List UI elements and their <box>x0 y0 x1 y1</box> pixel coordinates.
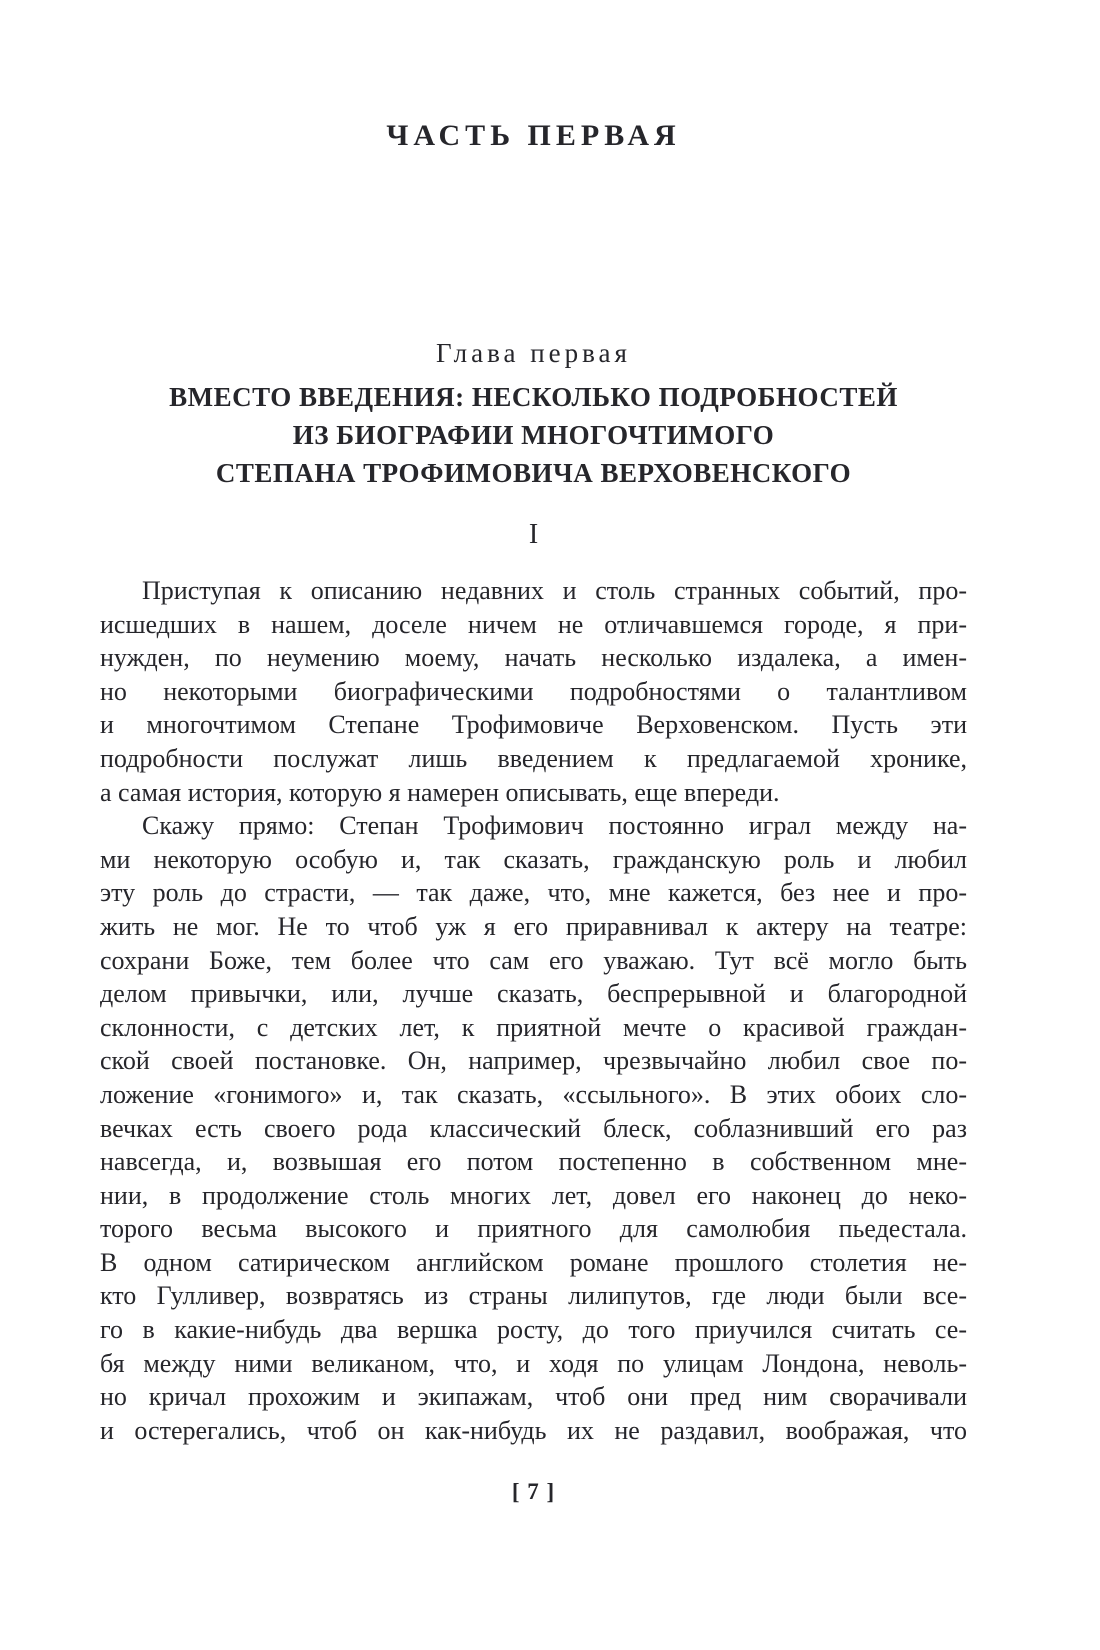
text-line: торого весьма высокого и приятного для самолюбия пьедестала. <box>100 1214 967 1244</box>
text-line: подробности послужат лишь введением к предлагаемой хронике, <box>100 743 967 773</box>
text-line: склонности, с детских лет, к приятной мечте о красивой граждан- <box>100 1012 967 1042</box>
text-line: эту роль до страсти, — так даже, что, мне кажется, без нее и про- <box>100 878 967 908</box>
text-line: и многочтимом Степане Трофимовиче Верховенском. Пусть эти <box>100 710 967 740</box>
chapter-title-line: ВМЕСТО ВВЕДЕНИЯ: НЕСКОЛЬКО ПОДРОБНОСТЕЙ <box>169 382 898 412</box>
text-line: и остерегались, чтоб он как-нибудь их не раздавил, воображая, что <box>100 1415 967 1445</box>
page-number: [ 7 ] <box>511 1479 556 1505</box>
text-line: бя между ними великаном, что, и ходя по улицам Лондона, неволь- <box>100 1348 967 1378</box>
text-line: жить не мог. Не то чтоб уж я его приравнивал к актеру на театре: <box>100 911 967 941</box>
part-title: ЧАСТЬ ПЕРВАЯ <box>386 119 681 152</box>
text-line: В одном сатирическом английском романе прошлого столетия не- <box>100 1247 967 1277</box>
body-text <box>100 574 967 1447</box>
text-line: но некоторыми биографическими подробностями о талантливом <box>100 676 967 706</box>
text-line: нужден, по неумению моему, начать несколько издалека, а имен- <box>100 643 967 673</box>
text-line: Приступая к описанию недавних и столь странных событий, про- <box>142 576 967 605</box>
paragraph <box>100 809 967 1447</box>
text-line: исшедших в нашем, доселе ничем не отличавшемся городе, я при- <box>100 609 967 639</box>
text-line: ской своей постановке. Он, например, чрезвычайно любил свое по- <box>100 1046 967 1076</box>
text-line: ложение «гонимого» и, так сказать, «ссыльного». В этих обоих сло- <box>100 1079 967 1109</box>
text-line: нии, в продолжение столь многих лет, довел его наконец до неко- <box>100 1180 967 1210</box>
text-line: сохрани Боже, тем более что сам его уважаю. Тут всё могло быть <box>100 945 967 975</box>
text-line: навсегда, и, возвышая его потом постепенно в собственном мне- <box>100 1147 967 1177</box>
chapter-title-line: ИЗ БИОГРАФИИ МНОГОЧТИМОГО <box>292 420 775 450</box>
section-numeral: I <box>528 519 539 550</box>
chapter-title-line: СТЕПАНА ТРОФИМОВИЧА ВЕРХОВЕНСКОГО <box>215 458 852 488</box>
text-line: но кричал прохожим и экипажам, чтоб они пред ним сворачивали <box>100 1382 967 1412</box>
text-line: а самая история, которую я намерен описывать, еще впереди. <box>100 777 780 807</box>
text-line: делом привычки, или, лучше сказать, беспрерывной и благородной <box>100 979 967 1009</box>
text-line: ми некоторую особую и, так сказать, гражданскую роль и любил <box>100 844 967 874</box>
chapter-label: Глава первая <box>436 338 631 368</box>
text-line: го в какие-нибудь два вершка росту, до того приучился считать се- <box>100 1315 967 1345</box>
text-line: кто Гулливер, возвратясь из страны лилипутов, где люди были все- <box>100 1281 967 1311</box>
text-line: вечках есть своего рода классический блеск, соблазнивший его раз <box>100 1113 967 1143</box>
paragraph <box>100 574 967 809</box>
chapter-title <box>100 378 967 492</box>
text-line: Скажу прямо: Степан Трофимович постоянно играл между на- <box>142 811 967 841</box>
